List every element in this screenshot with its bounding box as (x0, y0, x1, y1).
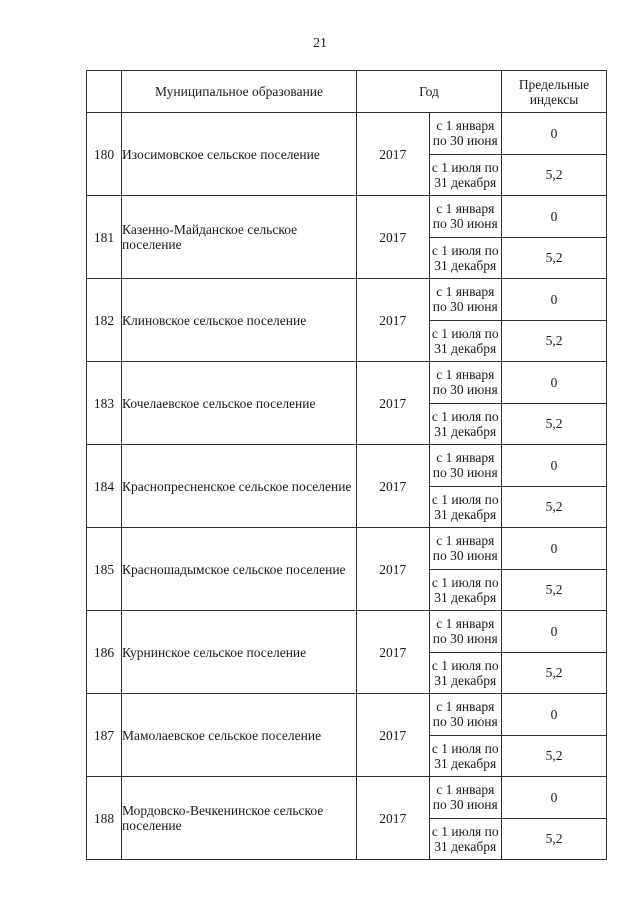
period-first-half (429, 694, 502, 736)
period-first-half (429, 362, 502, 404)
table-body (87, 113, 607, 860)
limit-second-half: 5,2 (502, 818, 607, 860)
limit-first-half: 0 (502, 694, 607, 736)
period-second-half-line1: с 1 июля по (431, 408, 499, 424)
header-number (87, 71, 122, 113)
table-row (87, 611, 607, 653)
limit-second-half: 5,2 (502, 569, 607, 611)
period-second-half-line1: с 1 июля по (431, 325, 499, 341)
row-number: 183 (87, 362, 122, 445)
period-second-half (429, 154, 502, 196)
period-first-half-line2: по 30 июня (432, 382, 498, 398)
table-row (87, 445, 607, 487)
limit-first-half: 0 (502, 279, 607, 321)
row-number: 184 (87, 445, 122, 528)
period-first-half (429, 777, 502, 819)
period-second-half-line1: с 1 июля по (431, 823, 499, 839)
table-row (87, 279, 607, 321)
period-second-half-line1: с 1 июля по (431, 159, 499, 175)
period-first-half-line2: по 30 июня (432, 797, 498, 813)
row-number: 188 (87, 777, 122, 860)
limit-first-half: 0 (502, 113, 607, 155)
row-number: 185 (87, 528, 122, 611)
period-first-half-line1: с 1 января (436, 284, 495, 300)
period-second-half (429, 320, 502, 362)
period-first-half-line1: с 1 января (436, 450, 495, 466)
limit-first-half: 0 (502, 196, 607, 238)
limit-first-half: 0 (502, 445, 607, 487)
row-year: 2017 (357, 113, 430, 196)
period-first-half-line1: с 1 января (436, 533, 495, 549)
limit-second-half: 5,2 (502, 403, 607, 445)
limit-second-half: 5,2 (502, 154, 607, 196)
row-year: 2017 (357, 362, 430, 445)
limit-second-half: 5,2 (502, 320, 607, 362)
period-first-half (429, 528, 502, 570)
period-first-half-line2: по 30 июня (432, 548, 498, 564)
row-year: 2017 (357, 445, 430, 528)
period-second-half-line1: с 1 июля по (431, 242, 499, 258)
municipality-name: Мордовско-Вечкенинское сельское поселение (122, 777, 357, 860)
table-row (87, 777, 607, 819)
row-number: 180 (87, 113, 122, 196)
header-limit-line1: Предельные (518, 76, 590, 92)
row-year: 2017 (357, 279, 430, 362)
period-second-half-line1: с 1 июля по (431, 574, 499, 590)
municipality-name: Изосимовское сельское поселение (122, 113, 357, 196)
row-number: 181 (87, 196, 122, 279)
period-second-half (429, 735, 502, 777)
period-second-half-line2: 31 декабря (434, 423, 497, 439)
period-second-half-line2: 31 декабря (434, 506, 497, 522)
period-second-half-line2: 31 декабря (434, 589, 497, 605)
period-second-half-line1: с 1 июля по (431, 657, 499, 673)
limit-first-half: 0 (502, 611, 607, 653)
period-second-half-line1: с 1 июля по (431, 491, 499, 507)
period-second-half-line2: 31 декабря (434, 838, 497, 854)
period-first-half (429, 196, 502, 238)
period-first-half-line2: по 30 июня (432, 714, 498, 730)
period-first-half-line2: по 30 июня (432, 299, 498, 315)
limit-first-half: 0 (502, 777, 607, 819)
header-municipality: Муниципальное образование (122, 71, 357, 113)
municipality-name: Кочелаевское сельское поселение (122, 362, 357, 445)
row-number: 182 (87, 279, 122, 362)
municipality-name: Мамолаевское сельское поселение (122, 694, 357, 777)
table-row (87, 528, 607, 570)
period-first-half (429, 445, 502, 487)
table-header-row (87, 71, 607, 113)
row-year: 2017 (357, 694, 430, 777)
period-second-half-line2: 31 декабря (434, 755, 497, 771)
period-second-half (429, 818, 502, 860)
row-number: 186 (87, 611, 122, 694)
limit-second-half: 5,2 (502, 652, 607, 694)
limit-second-half: 5,2 (502, 237, 607, 279)
period-second-half-line1: с 1 июля по (431, 740, 499, 756)
period-first-half-line2: по 30 июня (432, 465, 498, 481)
period-first-half-line2: по 30 июня (432, 133, 498, 149)
period-first-half (429, 279, 502, 321)
period-second-half-line2: 31 декабря (434, 174, 497, 190)
limit-first-half: 0 (502, 362, 607, 404)
row-year: 2017 (357, 611, 430, 694)
municipality-name: Казенно-Майданское сельское поселение (122, 196, 357, 279)
period-first-half-line1: с 1 января (436, 118, 495, 134)
period-first-half (429, 113, 502, 155)
period-second-half (429, 652, 502, 694)
period-second-half (429, 569, 502, 611)
period-first-half-line2: по 30 июня (432, 216, 498, 232)
header-limit-indexes (502, 71, 607, 113)
row-year: 2017 (357, 196, 430, 279)
page-number: 21 (313, 36, 327, 51)
period-second-half (429, 237, 502, 279)
period-second-half (429, 486, 502, 528)
limit-second-half: 5,2 (502, 486, 607, 528)
period-second-half-line2: 31 декабря (434, 257, 497, 273)
period-second-half-line2: 31 декабря (434, 340, 497, 356)
table-row (87, 362, 607, 404)
header-limit-line2: индексы (529, 91, 579, 107)
period-first-half-line1: с 1 января (436, 782, 495, 798)
limit-second-half: 5,2 (502, 735, 607, 777)
municipality-name: Курнинское сельское поселение (122, 611, 357, 694)
period-first-half-line1: с 1 января (436, 699, 495, 715)
row-number: 187 (87, 694, 122, 777)
row-year: 2017 (357, 528, 430, 611)
period-second-half (429, 403, 502, 445)
period-first-half (429, 611, 502, 653)
municipality-name: Клиновское сельское поселение (122, 279, 357, 362)
tariff-limits-table (86, 70, 607, 860)
municipality-name: Краснопресненское сельское поселение (122, 445, 357, 528)
header-year: Год (357, 71, 502, 113)
table-row (87, 694, 607, 736)
table-row (87, 196, 607, 238)
period-first-half-line1: с 1 января (436, 367, 495, 383)
period-second-half-line2: 31 декабря (434, 672, 497, 688)
period-first-half-line1: с 1 января (436, 201, 495, 217)
period-first-half-line2: по 30 июня (432, 631, 498, 647)
row-year: 2017 (357, 777, 430, 860)
limit-first-half: 0 (502, 528, 607, 570)
municipality-name: Красношадымское сельское поселение (122, 528, 357, 611)
period-first-half-line1: с 1 января (436, 616, 495, 632)
table-row (87, 113, 607, 155)
